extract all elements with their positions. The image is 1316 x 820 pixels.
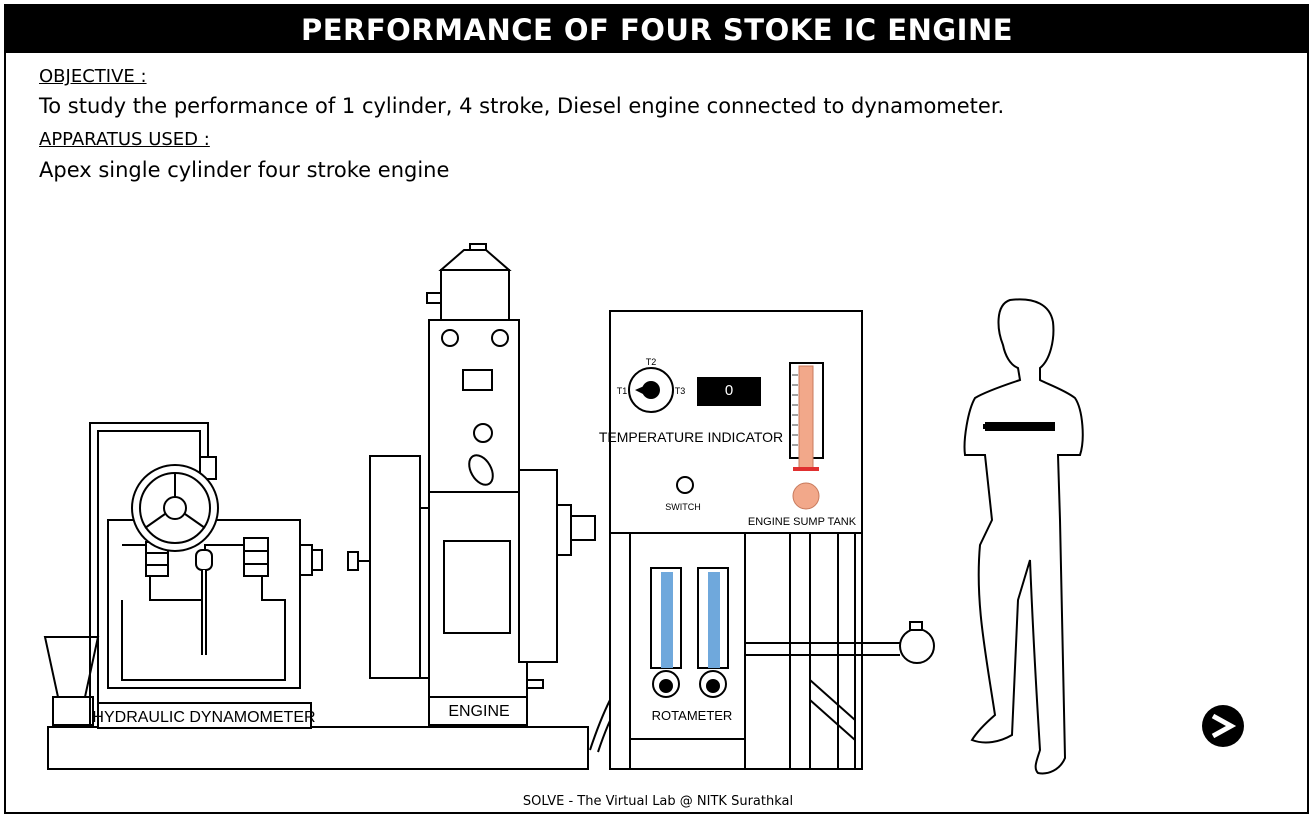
- objective-label: OBJECTIVE :: [39, 66, 147, 87]
- engine-cylinder: [429, 320, 519, 492]
- next-button[interactable]: [1201, 704, 1245, 748]
- next-arrow-icon: [1201, 704, 1245, 748]
- switch-label: SWITCH: [665, 502, 701, 512]
- temperature-indicator-label: TEMPERATURE INDICATOR: [598, 429, 784, 445]
- base-bed: [48, 727, 588, 769]
- temperature-display-value: 0: [724, 382, 734, 399]
- person-figure: [965, 299, 1083, 773]
- objective-text: To study the performance of 1 cylinder, 4 stroke, Diesel engine connected to dynamometer.: [39, 94, 1005, 118]
- selector-t1: T1: [616, 386, 628, 396]
- apparatus-label: APPARATUS USED :: [39, 129, 210, 150]
- page-title: PERFORMANCE OF FOUR STOKE IC ENGINE: [6, 6, 1308, 53]
- apparatus-text: Apex single cylinder four stroke engine: [39, 158, 450, 182]
- engine-head: [441, 270, 509, 320]
- switch-button: [677, 477, 693, 493]
- footer-credit: SOLVE - The Virtual Lab @ NITK Surathkal: [522, 794, 794, 809]
- selector-t3: T3: [674, 386, 686, 396]
- flywheel: [370, 456, 420, 678]
- selector-t2: T2: [645, 357, 657, 367]
- funnel-stand: [53, 697, 93, 725]
- control-panel: [610, 311, 862, 533]
- panel-stand: [610, 533, 862, 769]
- engine-label: ENGINE: [448, 703, 510, 720]
- rotameter-label: ROTAMETER: [651, 708, 733, 723]
- sump-tank-label: ENGINE SUMP TANK: [747, 516, 857, 528]
- dynamometer-label: HYDRAULIC DYNAMOMETER: [92, 709, 316, 726]
